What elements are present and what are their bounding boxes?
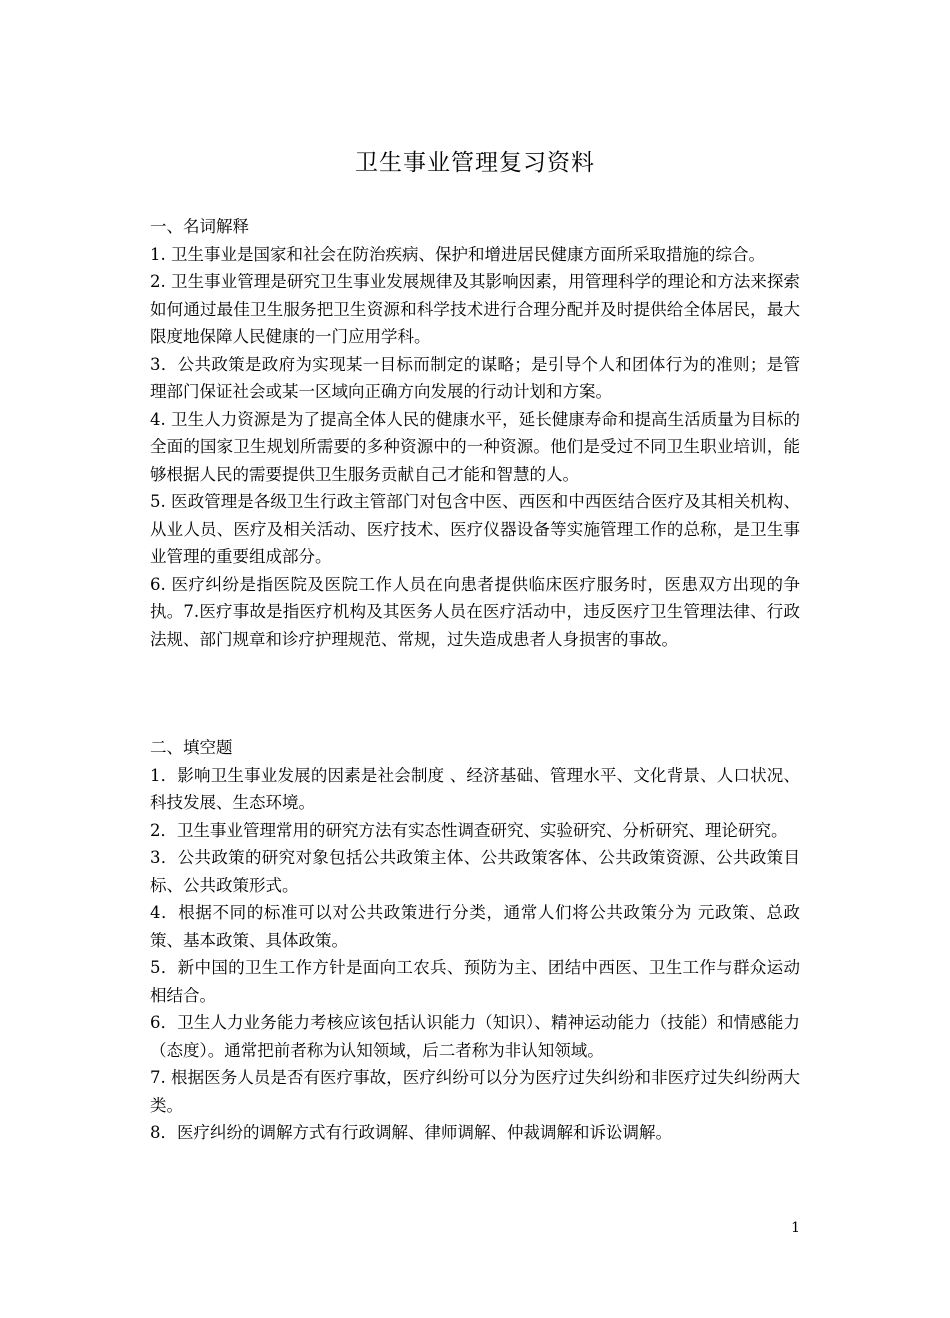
page-number: 1 [791, 1220, 800, 1236]
fill-in-item: 3．公共政策的研究对象包括公共政策主体、公共政策客体、公共政策资源、公共政策目标、公共政策形式。 [150, 848, 800, 895]
section-heading: 一、名词解释 [150, 217, 249, 236]
document-title: 卫生事业管理复习资料 [355, 150, 595, 176]
definition-item: 4. 卫生人力资源是为了提高全体人民的健康水平，延长健康寿命和提高生活质量为目标的全面的国家卫生规划所需要的多种资源中的一种资源。他们是受过不同卫生职业培训，能够根据人民的需要提供卫生服务贡献自己才能和智慧的人。 [150, 409, 800, 484]
definition-item: 2. 卫生事业管理是研究卫生事业发展规律及其影响因素，用管理科学的理论和方法来探索如何通过最佳卫生服务把卫生资源和科学技术进行合理分配并及时提供给全体居民，最大限度地保障人民健康的一门应用学科。 [150, 272, 800, 346]
fill-in-item: 4．根据不同的标准可以对公共政策进行分类，通常人们将公共政策分为 元政策、总政策、基本政策、具体政策。 [150, 903, 800, 950]
definition-item: 1. 卫生事业是国家和社会在防治疾病、保护和增进居民健康方面所采取措施的综合。 [150, 244, 765, 264]
fill-in-item: 8．医疗纠纷的调解方式有行政调解、律师调解、仲裁调解和诉讼调解。 [150, 1123, 672, 1142]
fill-in-item: 6．卫生人力业务能力考核应该包括认识能力（知识）、精神运动能力（技能）和情感能力（态度）。通常把前者称为认知领域，后二者称为非认知领域。 [150, 1013, 800, 1060]
section-heading: 二、填空题 [150, 738, 233, 757]
definition-item: 3．公共政策是政府为实现某一目标而制定的谋略；是引导个人和团体行为的准则；是管理部门保证社会或某一区域向正确方向发展的行动计划和方案。 [150, 354, 800, 401]
section-definitions [150, 213, 800, 653]
fill-in-item: 5．新中国的卫生工作方针是面向工农兵、预防为主、团结中西医、卫生工作与群众运动相结合。 [150, 958, 800, 1005]
fill-in-item: 7. 根据医务人员是否有医疗事故，医疗纠纷可以分为医疗过失纠纷和非医疗过失纠纷两大类。 [150, 1068, 800, 1115]
fill-in-item: 1．影响卫生事业发展的因素是社会制度 、经济基础、管理水平、文化背景、人口状况、科技发展、生态环境。 [150, 765, 800, 812]
section-fill-in-blanks [150, 734, 800, 1147]
definition-item: 6. 医疗纠纷是指医院及医院工作人员在向患者提供临床医疗服务时，医患双方出现的争执。7.医疗事故是指医疗机构及其医务人员在医疗活动中，违反医疗卫生管理法律、行政法规、部门规章和诊疗护理规范、常规，过失造成患者人身损害的事故。 [150, 574, 800, 649]
fill-in-item: 2．卫生事业管理常用的研究方法有实态性调查研究、实验研究、分析研究、理论研究。 [150, 820, 788, 840]
definition-item: 5. 医政管理是各级卫生行政主管部门对包含中医、西医和中西医结合医疗及其相关机构、从业人员、医疗及相关活动、医疗技术、医疗仪器设备等实施管理工作的总称，是卫生事业管理的重要组成部分。 [150, 492, 800, 566]
